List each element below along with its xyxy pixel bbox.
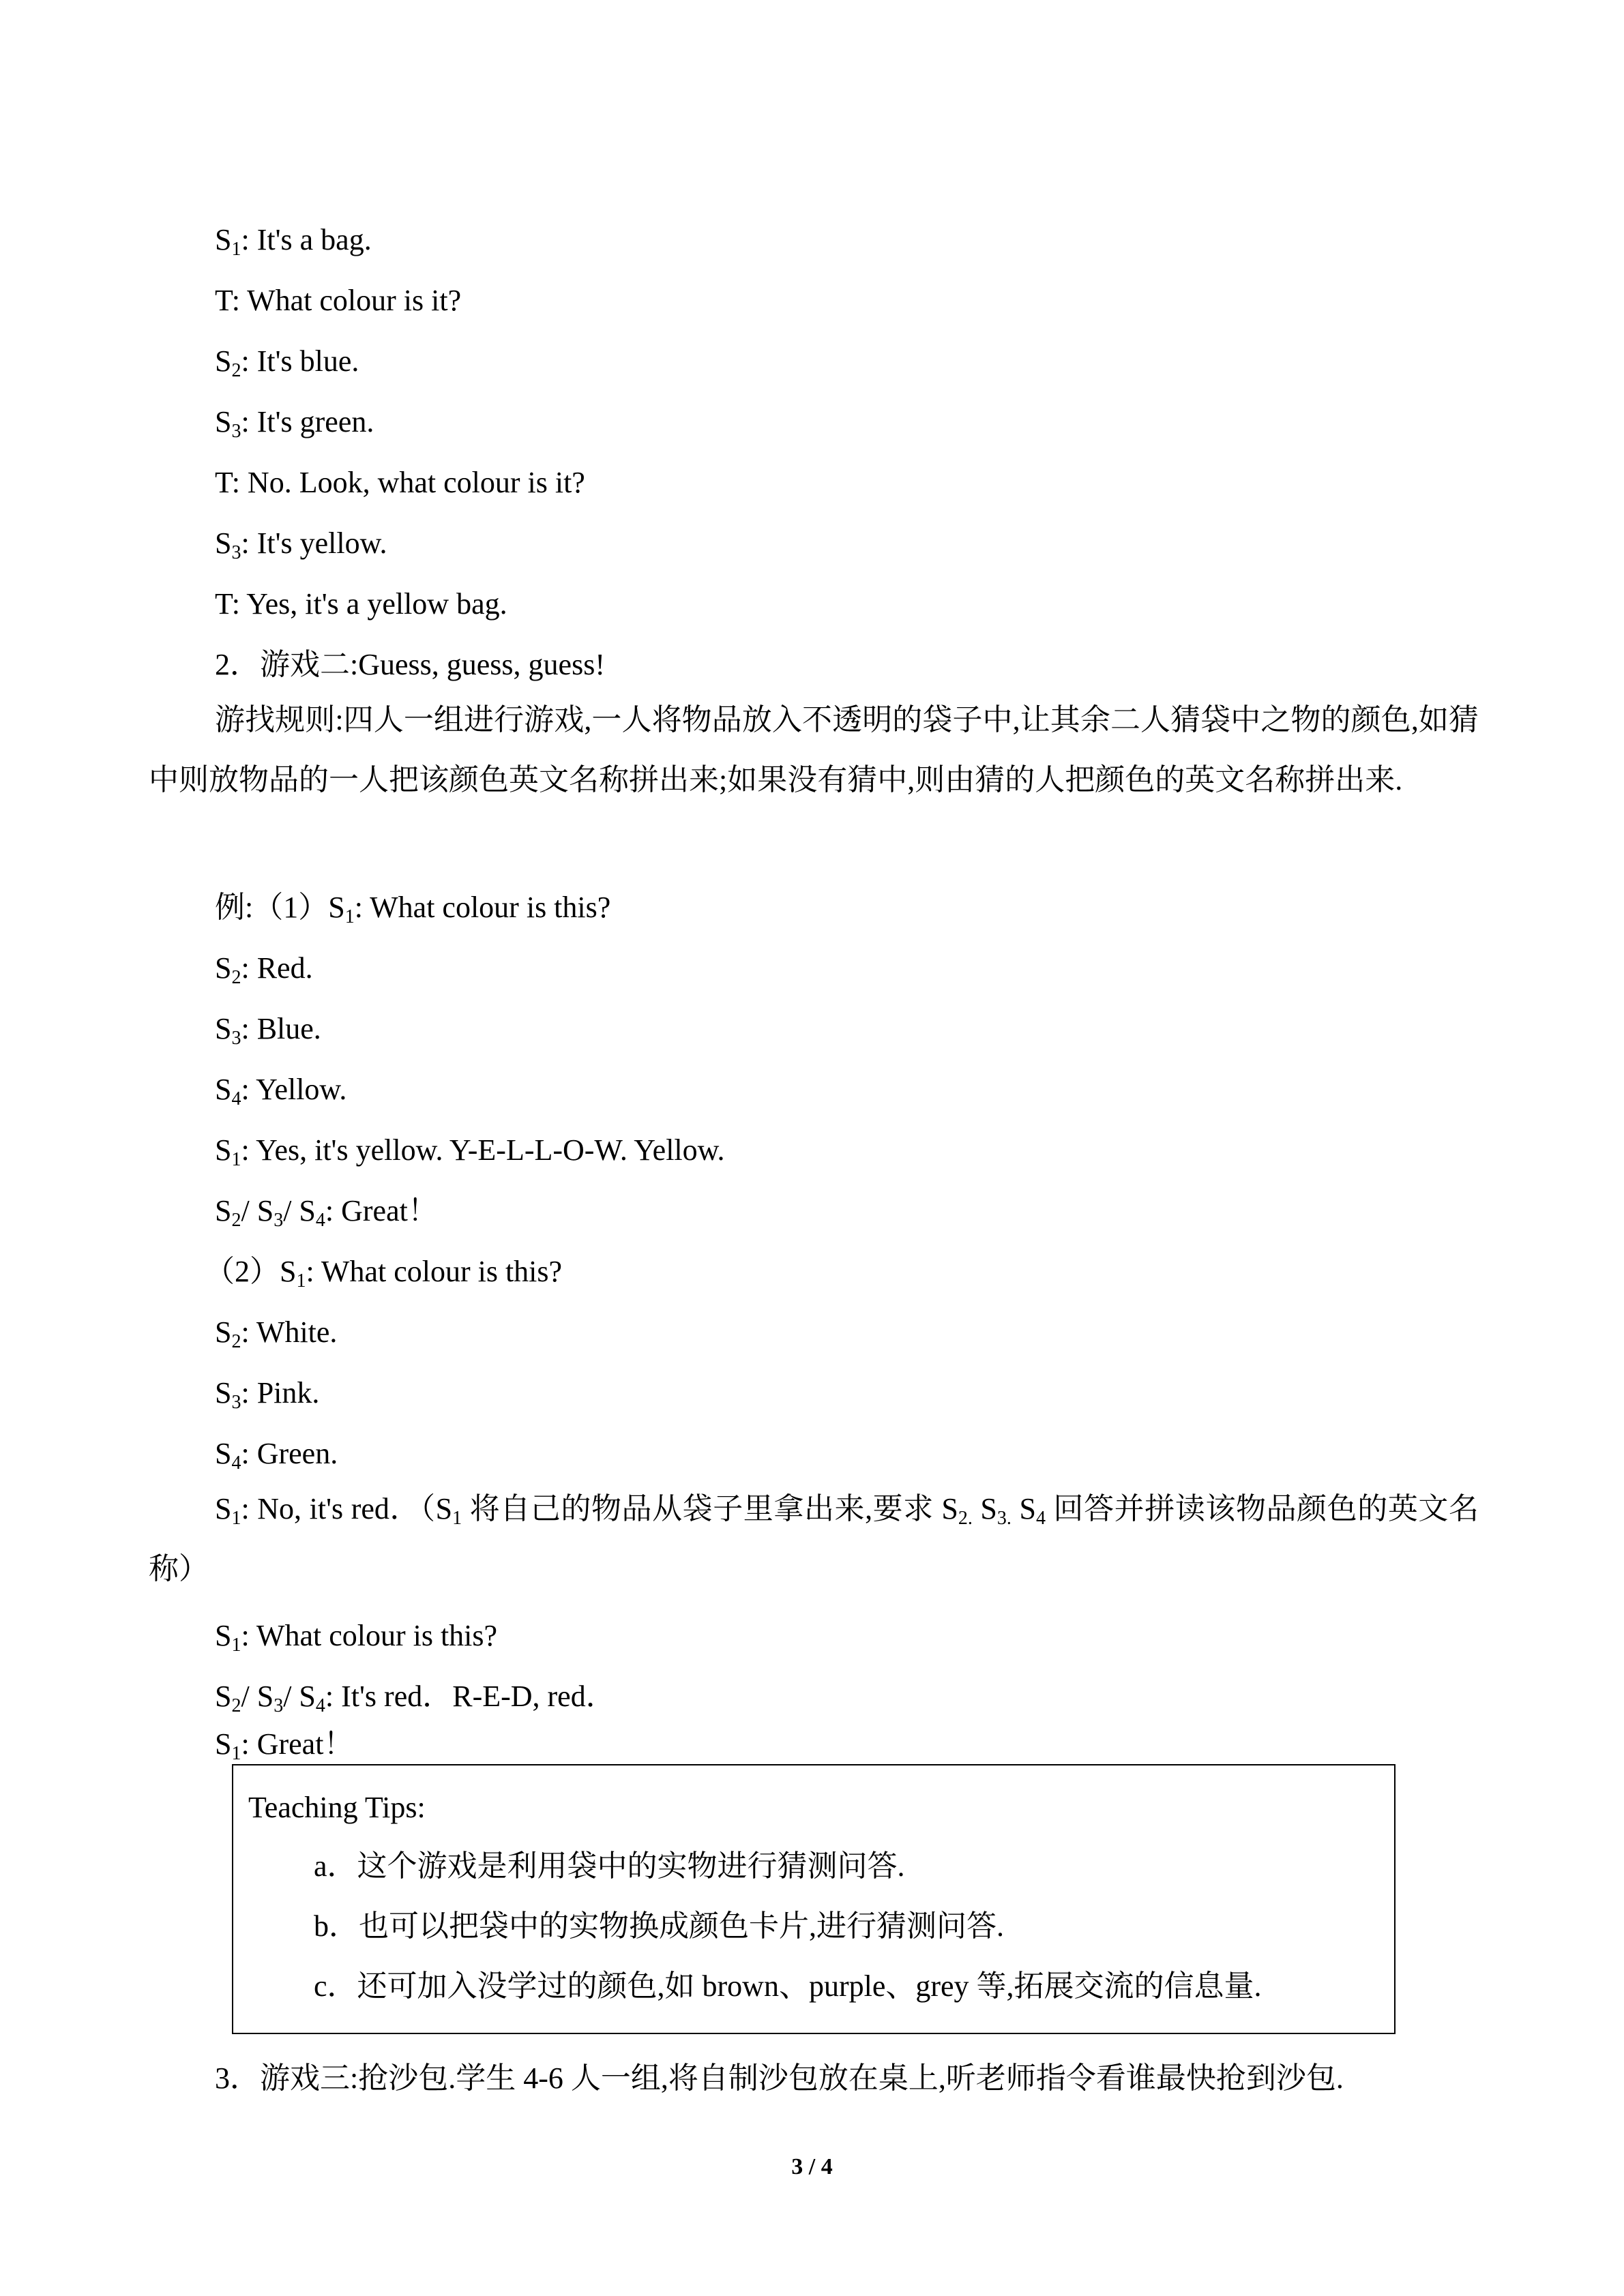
dialogue-line: $S_2/$ $S_3/$ $S_4$: It's red．R-E-D, red． (215, 1680, 616, 1716)
dialogue-line: T: Yes, it's a yellow bag. (215, 587, 507, 621)
dialogue-line: $S_3$: It's green. (215, 405, 374, 442)
section-heading: 3．游戏三:抢沙包.学生 4-6 人一组,将自制沙包放在桌上,听老师指令看谁最快抢到沙包. (215, 2061, 1344, 2095)
dialogue-line: $S_2/$ $S_3/$ $S_4$: Great！ (215, 1194, 438, 1231)
dialogue-line: $S_2$: Red. (215, 951, 313, 988)
page-number: 3 / 4 (791, 2154, 833, 2179)
game-rules-paragraph: 游找规则:四人一组进行游戏,一人将物品放入不透明的袋子中,让其余二人猜袋中之物的颜色,如猜中则放物品的一人把该颜色英文名称拼出来;如果没有猜中,则由猜的人把颜色的英文名称拼出来. (149, 703, 1479, 796)
dialogue-line: $S_4$: Green. (215, 1437, 338, 1474)
dialogue-line: 例$:(1)S_1$: What colour is this? (215, 891, 611, 927)
section-heading: 2．游戏二:Guess, guess, guess! (215, 648, 605, 681)
dialogue-line: $S_1$: What colour is this? (215, 1619, 498, 1656)
dialogue-line: $S_3$: Blue. (215, 1012, 321, 1049)
dialogue-line: $S_3$: Pink. (215, 1376, 320, 1413)
dialogue-line: $S_4$: Yellow. (215, 1073, 347, 1109)
dialogue-line: $S_1$: Great！ (215, 1727, 354, 1764)
tips-item: b．也可以把袋中的实物换成颜色卡片,进行猜测问答. (314, 1909, 1004, 1943)
teaching-tips-box (232, 1764, 1396, 2034)
dialogue-line: $S_1$: It's a bag. (215, 223, 372, 260)
dialogue-line: $S_2$: White. (215, 1315, 338, 1352)
dialogue-line: $S_1$: Yes, it's yellow. Y-E-L-L-O-W. Yellow. (215, 1133, 725, 1170)
dialogue-line: $S_3$: It's yellow. (215, 526, 387, 563)
dialogue-line: T: What colour is it? (215, 284, 462, 317)
tips-item: c．还可加入没学过的颜色,如 brown、purple、grey 等,拓展交流的信息量. (314, 1969, 1262, 2003)
dialogue-line: T: No. Look, what colour is it? (215, 466, 585, 499)
tips-title: Teaching Tips: (248, 1791, 426, 1824)
tips-item: a．这个游戏是利用袋中的实物进行猜测问答. (314, 1849, 905, 1883)
dialogue-line: $(2)S_1$: What colour is this? (205, 1255, 563, 1292)
dialogue-note-paragraph: $S_1$: No, it's red．（$S_1$ 将自己的物品从袋子里拿出来,要求 $S_{2.}$ $S_{3.}$ $S_4$ 回答并拼读该物品颜色的英文名称） (149, 1492, 1479, 1585)
dialogue-line: $S_2$: It's blue. (215, 344, 359, 381)
